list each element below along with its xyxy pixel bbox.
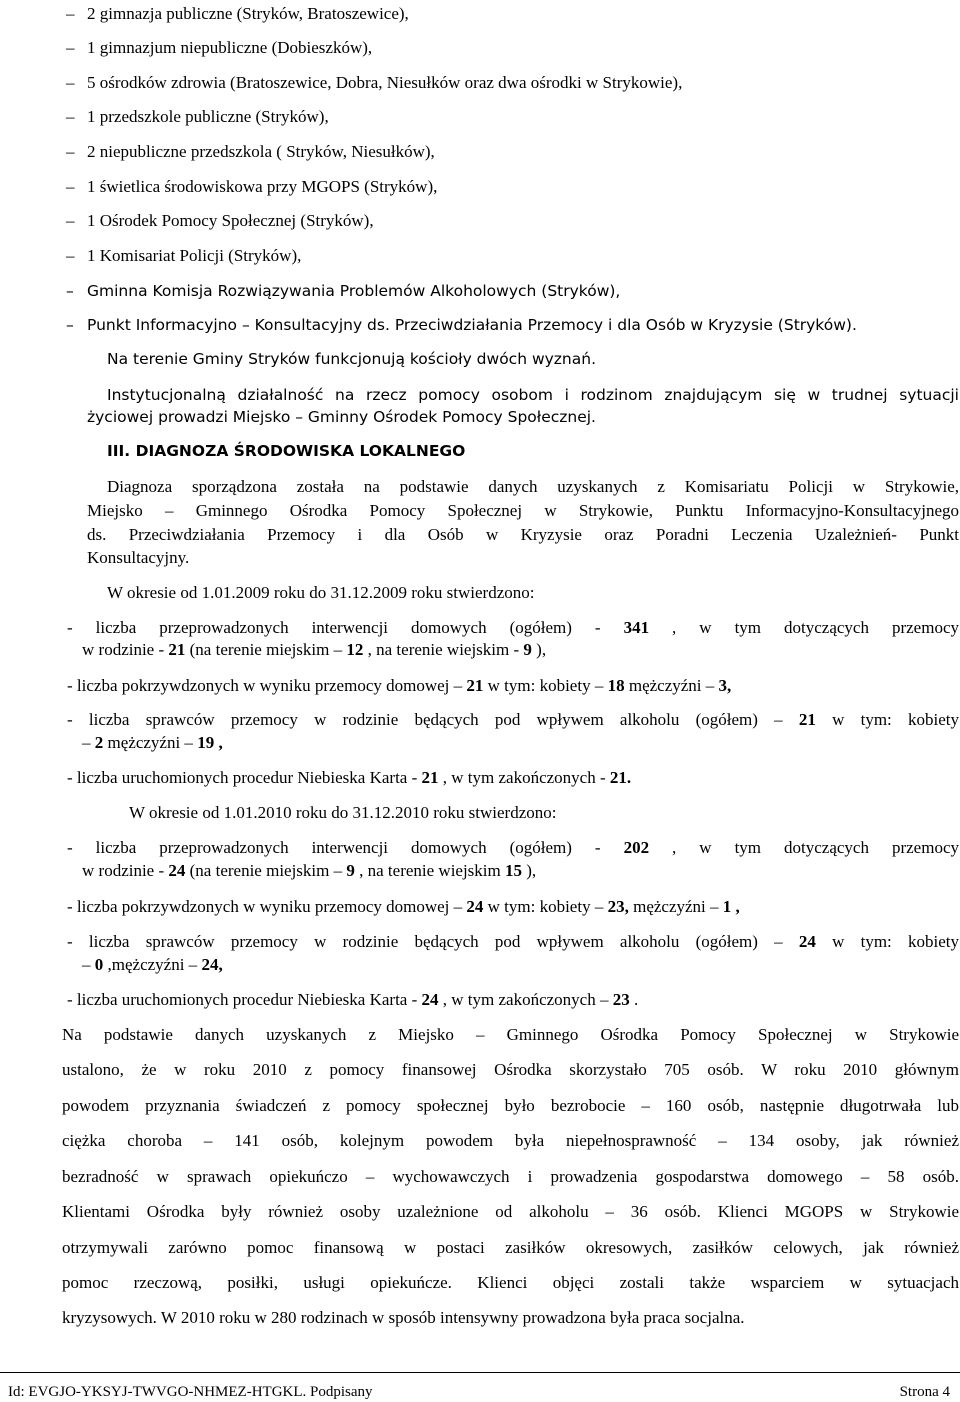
stat-text: - liczba przeprowadzonych interwencji domowych (ogółem) -	[67, 838, 624, 857]
stat-text: mężczyźni –	[624, 676, 719, 695]
stat-text: - liczba uruchomionych procedur Niebieska Karta -	[67, 768, 422, 787]
list-dash: –	[66, 4, 75, 23]
stat-interventions-detail	[82, 640, 546, 660]
stat-text: , w tym zakończonych –	[438, 990, 613, 1009]
stat-men: 1 ,	[722, 897, 740, 916]
stat-total: 24	[466, 897, 484, 916]
diagnosis-line: ds. Przeciwdziałania Przemocy i dla Osób w Kryzysie oraz Poradni Leczenia Uzależnień- Punkt	[87, 525, 959, 544]
stat-rural: 15	[505, 861, 522, 880]
summary-line: Na podstawie danych uzyskanych z Miejsko – Gminnego Ośrodka Pomocy Społecznej w Strykowie	[62, 1025, 959, 1044]
summary-line: otrzymywali zarówno pomoc finansową w postaci zasiłków okresowych, zasiłków celowych, jak również	[62, 1238, 959, 1257]
stat-text: mężczyźni –	[628, 897, 723, 916]
stat-text: w tym: kobiety	[815, 710, 959, 729]
stat-perpetrators-detail	[82, 955, 223, 975]
footer-divider	[0, 1372, 960, 1373]
stat-perpetrators-detail	[82, 733, 223, 753]
list-item: 1 Komisariat Policji (Stryków),	[87, 246, 302, 265]
stat-text: w rodzinie -	[82, 640, 169, 659]
stat-text: ),	[531, 640, 547, 659]
stat-perpetrators-line	[67, 710, 959, 730]
stat-text: - liczba pokrzywdzonych w wyniku przemocy domowej –	[67, 676, 467, 695]
stat-women: 2	[94, 733, 104, 752]
stat-text: , w tym dotyczących przemocy	[649, 618, 959, 637]
list-dash: –	[66, 38, 75, 57]
stat-interventions-line	[67, 838, 959, 858]
period-heading: W okresie od 1.01.2009 roku do 31.12.2009 roku stwierdzono:	[107, 583, 535, 602]
stat-interventions-detail	[82, 861, 536, 881]
stat-men: 19 ,	[197, 733, 223, 752]
stat-women: 18	[607, 676, 625, 695]
stat-completed: 23	[612, 990, 630, 1009]
stat-text: , w tym dotyczących przemocy	[649, 838, 959, 857]
stat-text: (na terenie miejskim –	[185, 861, 347, 880]
institutional-help-line: Instytucjonalną działalność na rzecz pomocy osobom i rodzinom znajdującym się w trudnej sytuacji	[107, 386, 959, 404]
stat-text: w rodzinie -	[82, 861, 169, 880]
summary-line: powodem przyznania świadczeń z pomocy społecznej było bezrobocie – 160 osób, następnie długotrwała lub	[62, 1096, 959, 1115]
stat-text: - liczba sprawców przemocy w rodzinie będących pod wpływem alkoholu (ogółem) –	[67, 932, 799, 951]
stat-rural: 9	[523, 640, 532, 659]
stat-text: , na terenie wiejskim	[354, 861, 505, 880]
stat-text: ,mężczyźni –	[103, 955, 202, 974]
stat-perpetrators-line	[67, 932, 959, 952]
summary-line: bezradność w sprawach opiekuńczo – wychowawczych i prowadzenia gospodarstwa domowego – 58 osób.	[62, 1167, 959, 1186]
list-dash: –	[66, 177, 75, 196]
list-dash: –	[66, 211, 75, 230]
stat-total: 21	[466, 676, 484, 695]
stat-family: 24	[168, 861, 186, 880]
stat-completed: 21.	[609, 768, 632, 787]
stat-victims-line	[67, 676, 731, 696]
stat-interventions-line	[67, 618, 959, 638]
stat-text: –	[82, 955, 95, 974]
stat-urban: 9	[346, 861, 355, 880]
stat-total: 202	[623, 838, 650, 857]
list-item: 5 ośrodków zdrowia (Bratoszewice, Dobra, Niesułków oraz dwa ośrodki w Strykowie),	[87, 73, 683, 92]
stat-men: 24,	[201, 955, 223, 974]
stat-text: w tym: kobiety –	[483, 897, 608, 916]
stat-text: .	[629, 990, 639, 1009]
list-dash: –	[66, 73, 75, 92]
stat-total: 21	[421, 768, 439, 787]
stat-text: - liczba sprawców przemocy w rodzinie będących pod wpływem alkoholu (ogółem) –	[67, 710, 799, 729]
list-dash: –	[66, 142, 75, 161]
stat-total: 24	[798, 932, 816, 951]
list-dash: –	[66, 107, 75, 126]
list-dash: –	[66, 282, 74, 300]
page-number: Strona 4	[899, 1384, 950, 1400]
stat-text: w tym: kobiety –	[483, 676, 608, 695]
institutional-help-line: życiowej prowadzi Miejsko – Gminny Ośrodek Pomocy Społecznej.	[87, 408, 596, 426]
stat-text: –	[82, 733, 95, 752]
list-item: 2 gimnazja publiczne (Stryków, Bratoszewice),	[87, 4, 409, 23]
summary-line: Klientami Ośrodka były również osoby uzależnione od alkoholu – 36 osób. Klienci MGOPS w Strykowie	[62, 1202, 959, 1221]
list-item: Punkt Informacyjno – Konsultacyjny ds. Przeciwdziałania Przemocy i dla Osób w Kryzysie (Stryków).	[87, 316, 857, 334]
stat-text: (na terenie miejskim –	[185, 640, 347, 659]
stat-text: , w tym zakończonych -	[438, 768, 610, 787]
stat-total: 341	[623, 618, 650, 637]
list-item: 2 niepubliczne przedszkola ( Stryków, Niesułków),	[87, 142, 435, 161]
list-dash: –	[66, 246, 75, 265]
list-item: 1 świetlica środowiskowa przy MGOPS (Stryków),	[87, 177, 438, 196]
stat-victims-line	[67, 897, 740, 917]
stat-text: w tym: kobiety	[815, 932, 959, 951]
stat-blue-card-line	[67, 768, 631, 788]
stat-total: 21	[798, 710, 816, 729]
summary-line: ciężka choroba – 141 osób, kolejnym powodem była niepełnosprawność – 134 osoby, jak również	[62, 1131, 959, 1150]
stat-urban: 12	[346, 640, 364, 659]
stat-women: 0	[94, 955, 104, 974]
document-id: Id: EVGJO-YKSYJ-TWVGO-NHMEZ-HTGKL. Podpisany	[8, 1384, 373, 1400]
stat-text: mężczyźni –	[103, 733, 198, 752]
list-item: 1 gimnazjum niepubliczne (Dobieszków),	[87, 38, 373, 57]
diagnosis-line: Diagnoza sporządzona została na podstawie danych uzyskanych z Komisariatu Policji w Strykowie,	[107, 477, 959, 496]
stat-blue-card-line	[67, 990, 638, 1010]
diagnosis-line: Miejsko – Gminnego Ośrodka Pomocy Społecznej w Strykowie, Punktu Informacyjno-Konsultacyjnego	[87, 501, 959, 520]
stat-text: - liczba uruchomionych procedur Niebieska Karta -	[67, 990, 422, 1009]
list-dash: –	[66, 316, 74, 334]
diagnosis-line: Konsultacyjny.	[87, 548, 190, 567]
list-item: Gminna Komisja Rozwiązywania Problemów Alkoholowych (Stryków),	[87, 282, 621, 300]
stat-men: 3,	[718, 676, 732, 695]
churches-paragraph: Na terenie Gminy Stryków funkcjonują kościoły dwóch wyznań.	[107, 350, 597, 368]
stat-women: 23,	[607, 897, 629, 916]
list-item: 1 przedszkole publiczne (Stryków),	[87, 107, 329, 126]
section-heading: III. DIAGNOZA ŚRODOWISKA LOKALNEGO	[107, 442, 466, 460]
list-item: 1 Ośrodek Pomocy Społecznej (Stryków),	[87, 211, 374, 230]
stat-text: ),	[522, 861, 537, 880]
period-heading: W okresie od 1.01.2010 roku do 31.12.2010 roku stwierdzono:	[129, 803, 557, 822]
stat-total: 24	[421, 990, 439, 1009]
summary-line: pomoc rzeczową, posiłki, usługi opiekuńcze. Klienci objęci zostali także wsparciem w sytuacjach	[62, 1273, 959, 1292]
summary-line: kryzysowych. W 2010 roku w 280 rodzinach w sposób intensywny prowadzona była praca socjalna.	[62, 1308, 745, 1327]
stat-text: - liczba pokrzywdzonych w wyniku przemocy domowej –	[67, 897, 467, 916]
stat-family: 21	[168, 640, 186, 659]
summary-line: ustalono, że w roku 2010 z pomocy finansowej Ośrodka skorzystało 705 osób. W roku 2010 głównym	[62, 1060, 959, 1079]
stat-text: - liczba przeprowadzonych interwencji domowych (ogółem) -	[67, 618, 624, 637]
stat-text: , na terenie wiejskim -	[363, 640, 524, 659]
